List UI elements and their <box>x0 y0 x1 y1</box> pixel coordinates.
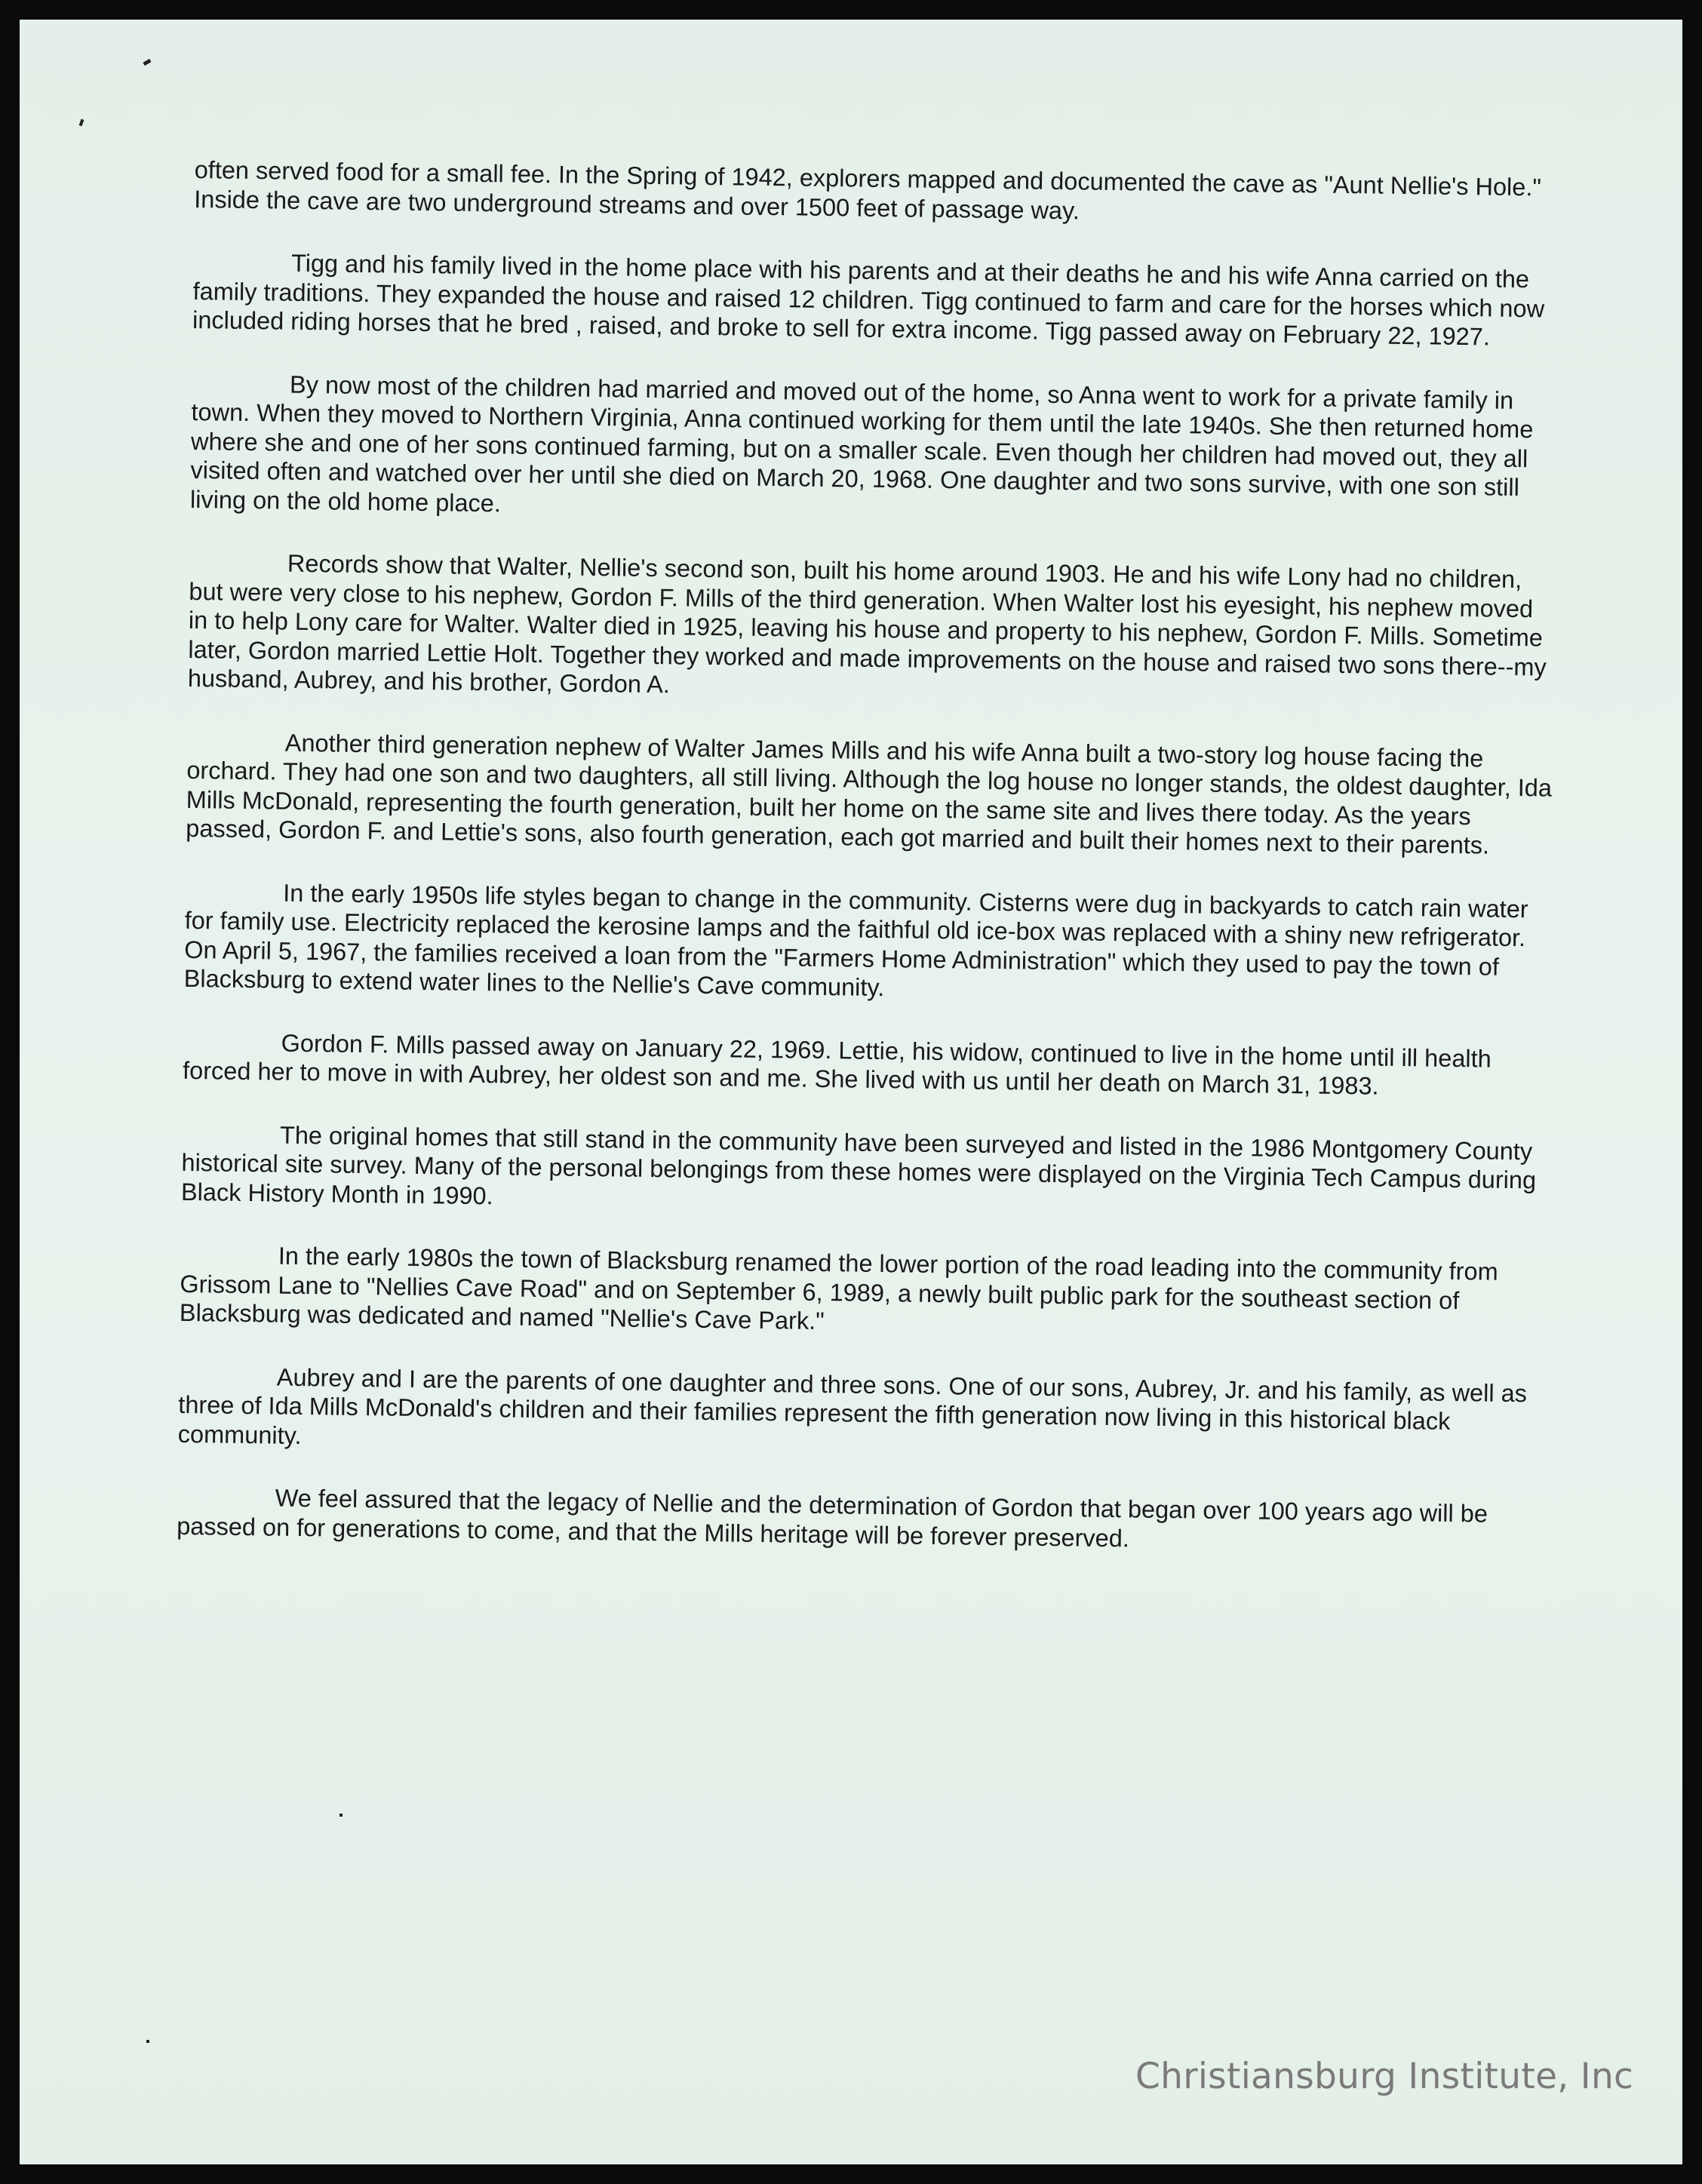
paragraph-6: In the early 1950s life styles began to change in the community. Cisterns were dug in backyards to catch rain water for family use. Electricity replaced the kerosine lamps and the faithful old ice-box was replaced with a shiny new refrigerator. On April 5, 1967, the families received a loan from the "Farmers Home Administration" which they used to pay the town of Blacksburg to extend water lines to the Nellie's Cave community. <box>183 879 1528 1002</box>
document-body <box>176 155 1559 1593</box>
paragraph-8: The original homes that still stand in the community have been surveyed and listed in the 1986 Montgomery County historical site survey. Many of the personal belongings from these homes were displayed on the Virginia Tech Campus during Black History Month in 1990. <box>180 1121 1537 1209</box>
stray-mark <box>143 59 151 66</box>
paragraph-2: Tigg and his family lived in the home place with his parents and at their deaths he and his wife Anna carried on the family traditions. They expanded the house and raised 12 children. Tigg continued to farm and care for the horses which now included riding horses that he bred , raised, and broke to sell for extra income. Tigg passed away on February 22, 1927. <box>192 249 1545 351</box>
paragraph-11: We feel assured that the legacy of Nellie and the determination of Gordon that began over 100 years ago will be passed on for generations to come, and that the Mills heritage will be forever preserved. <box>176 1484 1488 1552</box>
stray-mark <box>146 2040 149 2043</box>
stray-mark <box>79 119 84 127</box>
paragraph-9: In the early 1980s the town of Blacksburg renamed the lower portion of the road leading into the community from Grissom Lane to "Nellies Cave Road" and on September 6, 1989, a newly built public park for the southeast section of Blacksburg was dedicated and named "Nellie's Cave Park." <box>179 1242 1498 1335</box>
paragraph-1: often served food for a small fee. In the Spring of 1942, explorers mapped and documented the cave as "Aunt Nellie's Hole." Inside the cave are two underground streams and over 1500 feet of passage way. <box>194 155 1542 224</box>
paragraph-10: Aubrey and I are the parents of one daughter and three sons. One of our sons, Aubrey, Jr. and his family, as well as three of Ida Mills McDonald's children and their families represent the fifth generation now living in this historical black community. <box>177 1363 1528 1449</box>
stray-mark <box>339 1814 343 1817</box>
paragraph-3: By now most of the children had married and moved out of the home, so Anna went to work for a private family in town. When they moved to Northern Virginia, Anna continued working for them until the late 1940s. She then returned home where she and one of her sons continued farming, but on a smaller scale. Even though her children had moved out, they all visited often and watched over her until she died on March 20, 1968. One daughter and two sons survive, with one son still living on the old home place. <box>189 370 1534 517</box>
paragraph-7: Gordon F. Mills passed away on January 22, 1969. Lettie, his widow, continued to live in the home until ill health forced her to move in with Aubrey, her oldest son and me. She lived with us until her death on March 31, 1983. <box>182 1029 1492 1100</box>
watermark-text: Christiansburg Institute, Inc <box>1135 2056 1634 2097</box>
paragraph-4: Records show that Walter, Nellie's second son, built his home around 1903. He and his wife Lony had no children, but were very close to his nephew, Gordon F. Mills of the third generation. When Walter lost his eyesight, his nephew moved in to help Lony care for Walter. Walter died in 1925, leaving his house and property to his nephew, Gordon F. Mills. Sometime later, Gordon married Lettie Holt. Together they worked and made improvements on the house and raised two sons there--my husband, Aubrey, and his brother, Gordon A. <box>187 549 1547 699</box>
document-page <box>20 20 1682 2164</box>
paragraph-5: Another third generation nephew of Walter James Mills and his wife Anna built a two-story log house facing the orchard. They had one son and two daughters, all still living. Although the log house no longer stands, the oldest daughter, Ida Mills McDonald, representing the fourth generation, built her home on the same site and lives there today. As the years passed, Gordon F. and Lettie's sons, also fourth generation, each got married and built their homes next to their parents. <box>186 729 1553 859</box>
